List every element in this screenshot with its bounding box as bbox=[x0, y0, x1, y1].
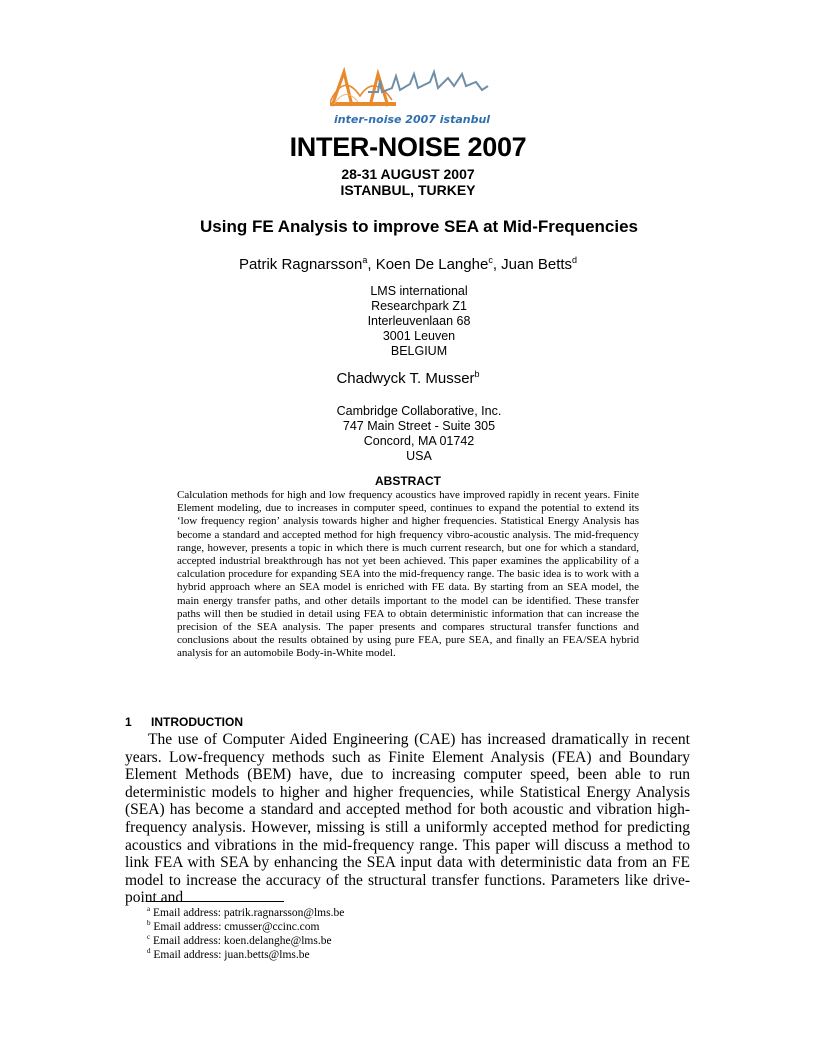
inter-noise-2007-logo bbox=[330, 66, 490, 128]
affiliation-line: Interleuvenlaan 68 bbox=[367, 314, 471, 328]
footnote-divider bbox=[146, 901, 284, 902]
footnote bbox=[147, 920, 344, 934]
affiliation-line: Cambridge Collaborative, Inc. bbox=[336, 404, 502, 418]
affiliation-line: Concord, MA 01742 bbox=[363, 434, 475, 448]
bridge-graphic bbox=[330, 72, 396, 106]
author-name: Chadwyck T. Musser bbox=[336, 370, 475, 387]
introduction-text: The use of Computer Aided Engineering (CAE) has increased dramatically in recent years. Low-frequency methods such as Finite Element Analysis (FEA) and Boundary Element Methods (BEM) have, due to increasing computer speed, been able to run deterministic models to higher and higher frequencies, while Statistical Energy Analysis (SEA) has become a standard and accepted method for both acoustic and vibration high-frequency analysis. However, missing is still a uniformly accepted method for predicting acoustics and vibrations in the mid-frequency range. This paper will discuss a method to link FEA with SEA by enhancing the SEA input data with deterministic data from an FE model to increase the accuracy of the structural transfer functions. Parameters like drive-point and bbox=[125, 731, 690, 907]
affiliation-line: LMS international bbox=[370, 284, 468, 298]
author-mark: d bbox=[572, 255, 578, 265]
affiliation-lms bbox=[0, 284, 816, 359]
affiliation-cambridge bbox=[0, 404, 816, 464]
author-mark: b bbox=[474, 369, 480, 379]
author-name: Koen De Langhe bbox=[375, 256, 489, 273]
skyline-graphic bbox=[368, 72, 488, 92]
author-mark: a bbox=[362, 255, 368, 265]
footnote bbox=[147, 906, 344, 920]
footnote-text: Email address: juan.betts@lms.be bbox=[153, 949, 310, 961]
abstract-text: Calculation methods for high and low frequency acoustics have improved rapidly in recent years. Finite Element modeling, due to increases in computer speed, continues to expand the potential to extend its ‘low frequency region’ analysis towards higher and higher frequencies. Statistical Energy Analysis has become a standard and accepted method for high frequency vibro-acoustic analysis. The mid-frequency range, however, presents a topic in which there is much current research, but one for which a standard, accepted industrial breakthrough has not yet been achieved. This paper examines the applicability of a calculation procedure for expanding SEA into the mid-frequency range. The basic idea is to work with a hybrid approach where an SEA model is enriched with FE data. By starting from an SEA model, the main energy transfer paths, and other details important to the model can be identified. These transfer paths will then be studied in detail using FEA to obtain deterministic information that can increase the precision of the SEA analysis. The paper presents and compares structural transfer functions and conclusions about the results obtained by using pure FEA, pure SEA, and finally an FEA/SEA hybrid analysis for an automobile Body-in-White model. bbox=[177, 489, 639, 660]
paper-title: Using FE Analysis to improve SEA at Mid-Frequencies bbox=[200, 217, 638, 236]
conference-location: ISTANBUL, TURKEY bbox=[340, 182, 476, 198]
footnote-text: Email address: patrik.ragnarsson@lms.be bbox=[152, 907, 345, 919]
footnote-mark: d bbox=[147, 947, 151, 956]
logo-caption: inter-noise 2007 istanbul bbox=[334, 113, 490, 126]
section-title: INTRODUCTION bbox=[151, 715, 243, 729]
second-author bbox=[0, 370, 816, 387]
author-name: Patrik Ragnarsson bbox=[238, 256, 363, 273]
affiliation-line: USA bbox=[406, 449, 432, 463]
conference-title: INTER-NOISE 2007 bbox=[289, 132, 527, 162]
footnote bbox=[147, 934, 344, 948]
footnote bbox=[147, 948, 344, 962]
conference-dates: 28-31 AUGUST 2007 bbox=[341, 166, 475, 182]
affiliation-line: Researchpark Z1 bbox=[371, 299, 467, 313]
affiliation-line: BELGIUM bbox=[390, 344, 448, 358]
footnotes bbox=[147, 906, 344, 962]
footnote-mark: a bbox=[147, 905, 151, 914]
affiliation-line: 3001 Leuven bbox=[382, 329, 456, 343]
footnote-mark: b bbox=[147, 919, 151, 928]
author-name: Juan Betts bbox=[501, 256, 573, 273]
footnote-text: Email address: cmusser@ccinc.com bbox=[153, 921, 320, 933]
author-list: Patrik Ragnarsson$^a$, Koen De Langhe$^c$, Juan Betts$^d$ bbox=[238, 255, 578, 273]
author-mark: c bbox=[488, 255, 493, 265]
abstract-heading: ABSTRACT bbox=[375, 474, 441, 488]
footnote-mark: c bbox=[147, 933, 151, 942]
affiliation-line: 747 Main Street - Suite 305 bbox=[342, 419, 496, 433]
section-number: 1 bbox=[125, 715, 132, 729]
section-heading-introduction bbox=[125, 715, 243, 729]
footnote-text: Email address: koen.delanghe@lms.be bbox=[152, 935, 332, 947]
